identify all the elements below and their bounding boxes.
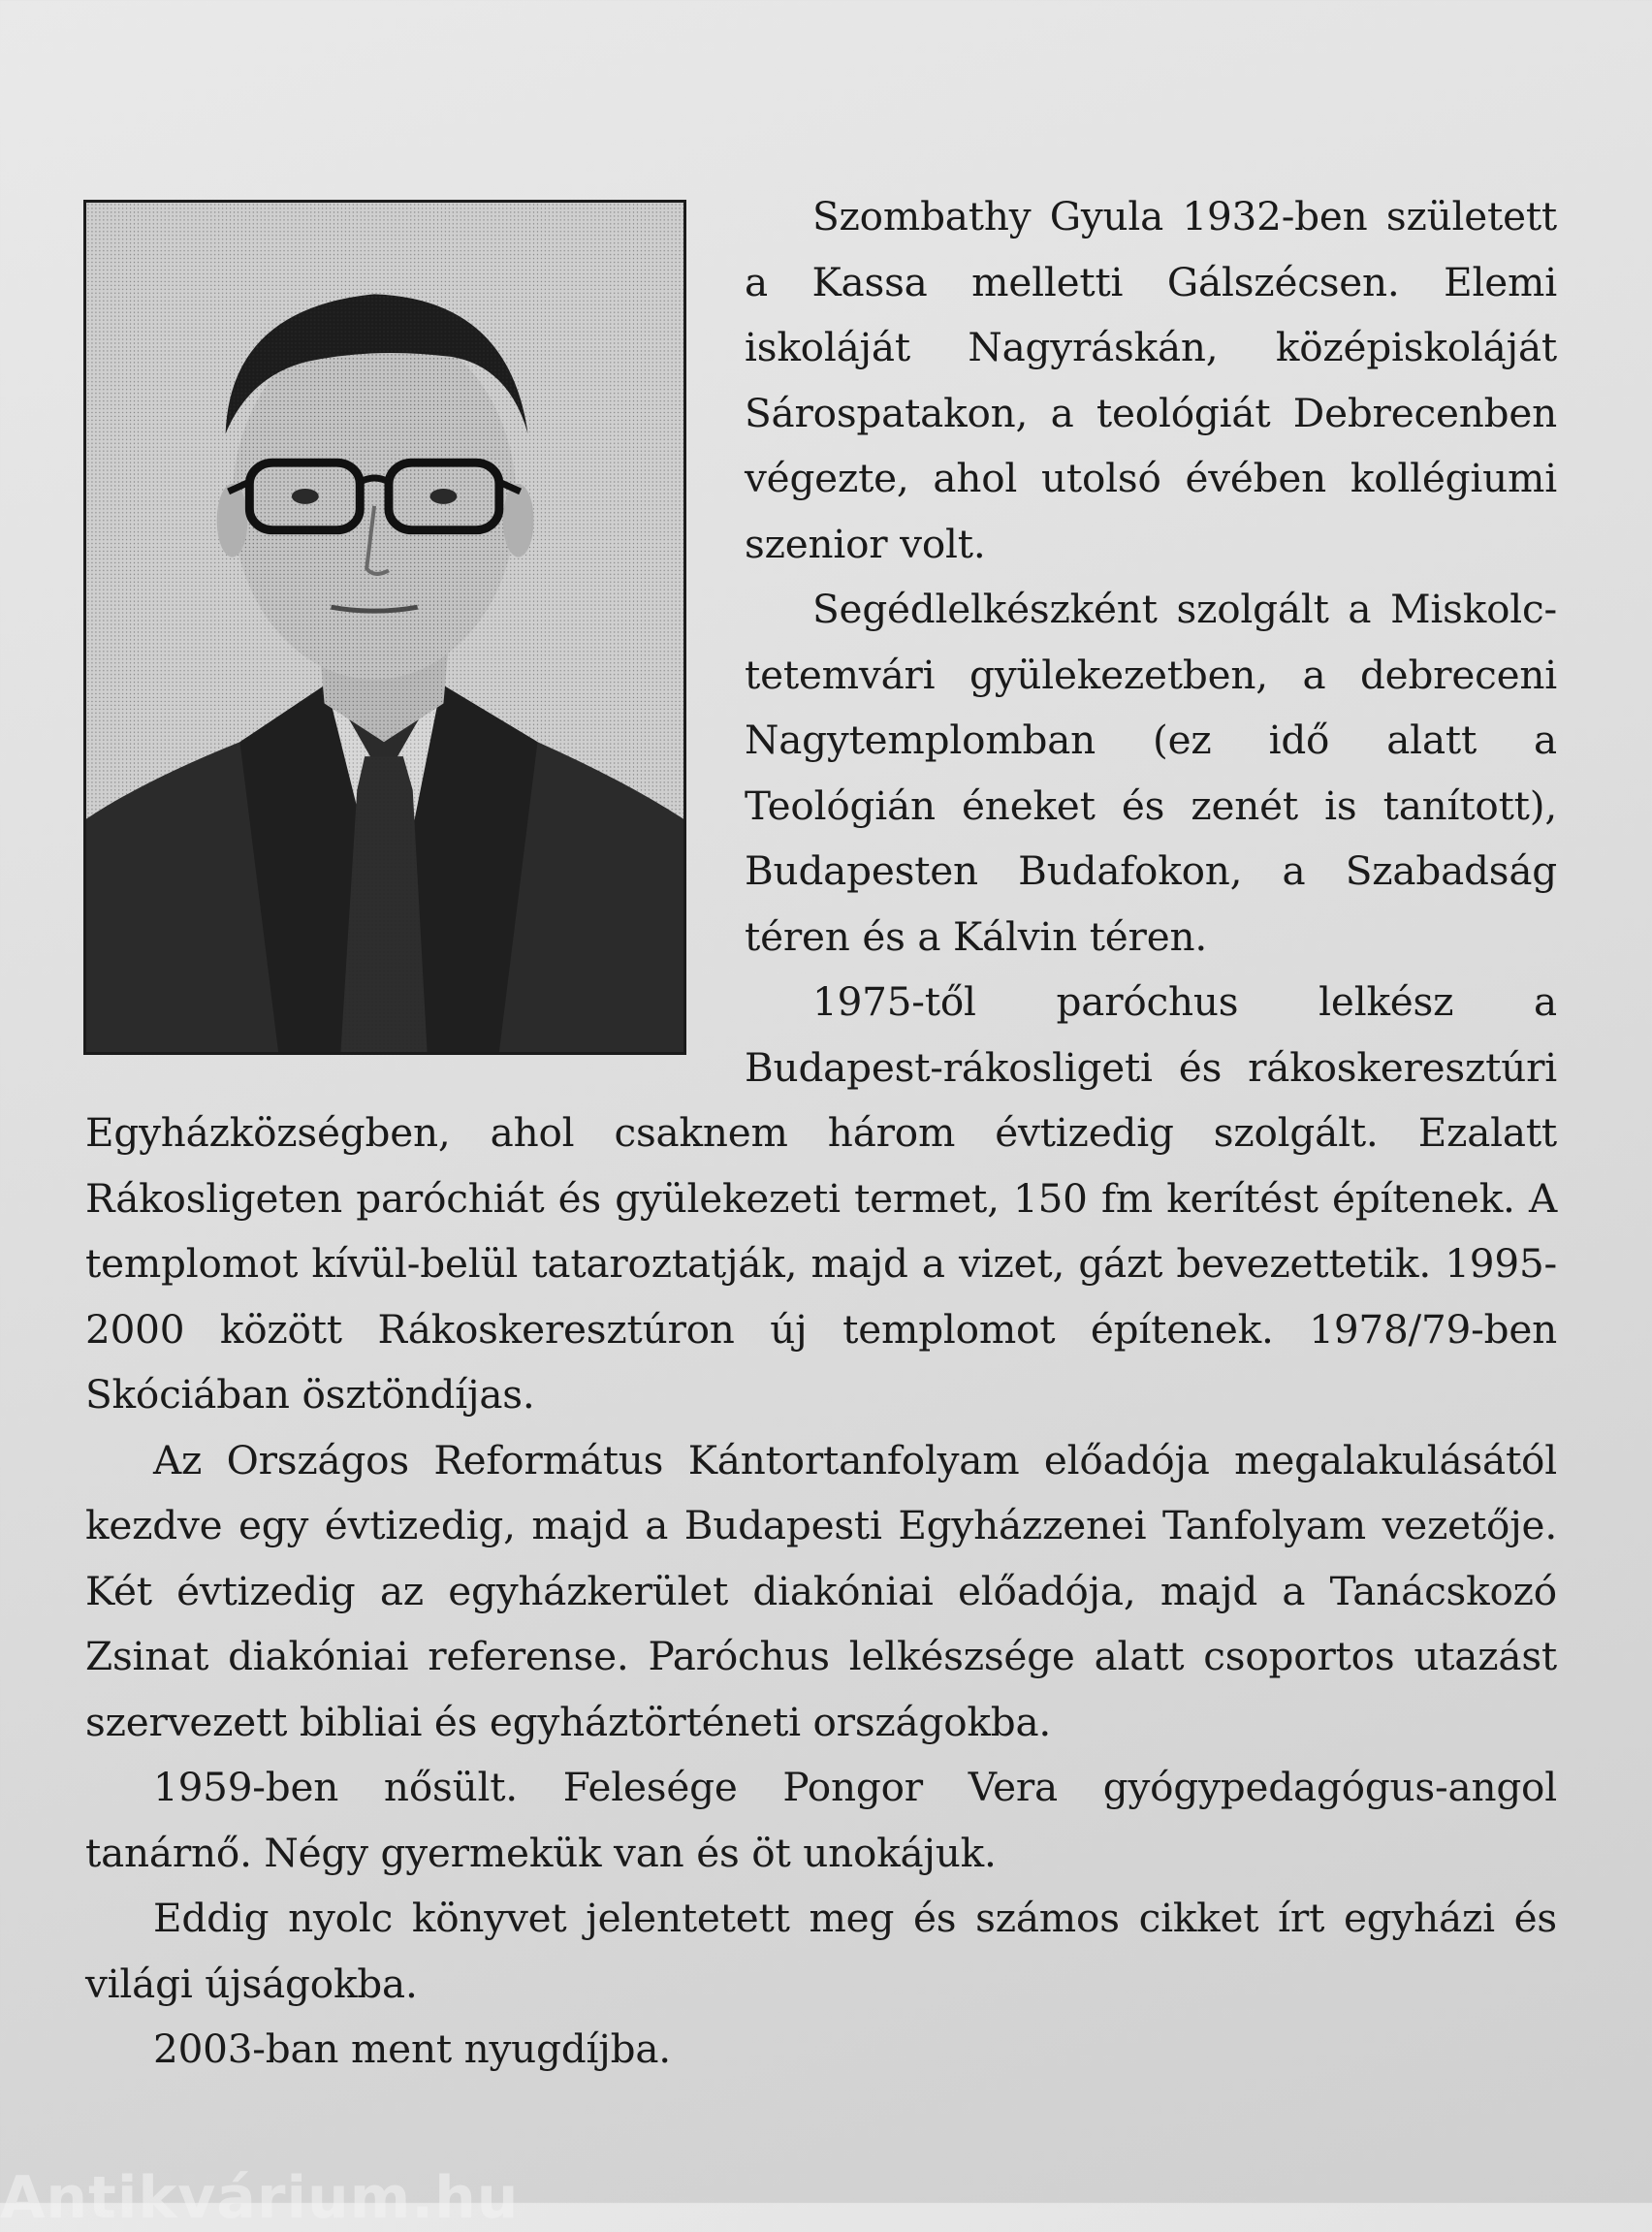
biography-text [85,184,1557,2083]
paragraph-birth-education: Szombathy Gyula 1932-ben született a Kassa melletti Gálszécsen. Elemi iskoláját Nagyráskán, középiskoláját Sárospatakon, a teológiát Debrecenben végezte, ahol utolsó évében kollégiumi szenior volt. [745,193,1557,567]
paragraph-marriage: 1959-ben nősült. Felesége Pongor Vera gyógypedagógus-angol tanárnő. Négy gyermekük van és öt unokájuk. [85,1764,1557,1876]
paragraph-publications: Eddig nyolc könyvet jelentetett meg és számos cikket írt egyházi és világi újságokba. [85,1895,1557,2007]
photo-spacer [85,184,745,1062]
watermark-logo: Antikvárium.hu [0,2164,520,2232]
paragraph-assistant-pastor: Segédlelkészként szolgált a Miskolc-tetemvári gyülekezetben, a debreceni Nagytemplomban (ez idő alatt a Teológián éneket és zenét is tanított), Budapesten Budafokon, a Szabadság téren és a Kálvin téren. [745,586,1557,960]
paragraph-cantor-course: Az Országos Református Kántortanfolyam előadója megalakulásától kezdve egy évtizedig, majd a Budapesti Egyházzenei Tanfolyam vezetője. Két évtizedig az egyházkerület diakóniai előadója, majd a Tanácskozó Zsinat diakóniai referense. Paróchus lelkészsége alatt csoportos utazást szervezett bibliai és egyháztörténeti országokba. [85,1436,1557,1745]
paragraph-parish-pastor: 1975-től paróchus lelkész a Budapest-rákosligeti és rákoskeresztúri Egyházközségben, ahol csaknem három évtizedig szolgált. Ezalatt Rákosligeten paróchiát és gyülekezeti termet, 150 fm kerítést építenek. A templomot kívül-belül tataroztatják, majd a vizet, gázt bevezettetik. 1995-2000 között Rákoskeresztúron új templomot építenek. 1978/79-ben Skóciában ösztöndíjas. [85,978,1557,1418]
paragraph-retirement: 2003-ban ment nyugdíjba. [153,2025,671,2072]
